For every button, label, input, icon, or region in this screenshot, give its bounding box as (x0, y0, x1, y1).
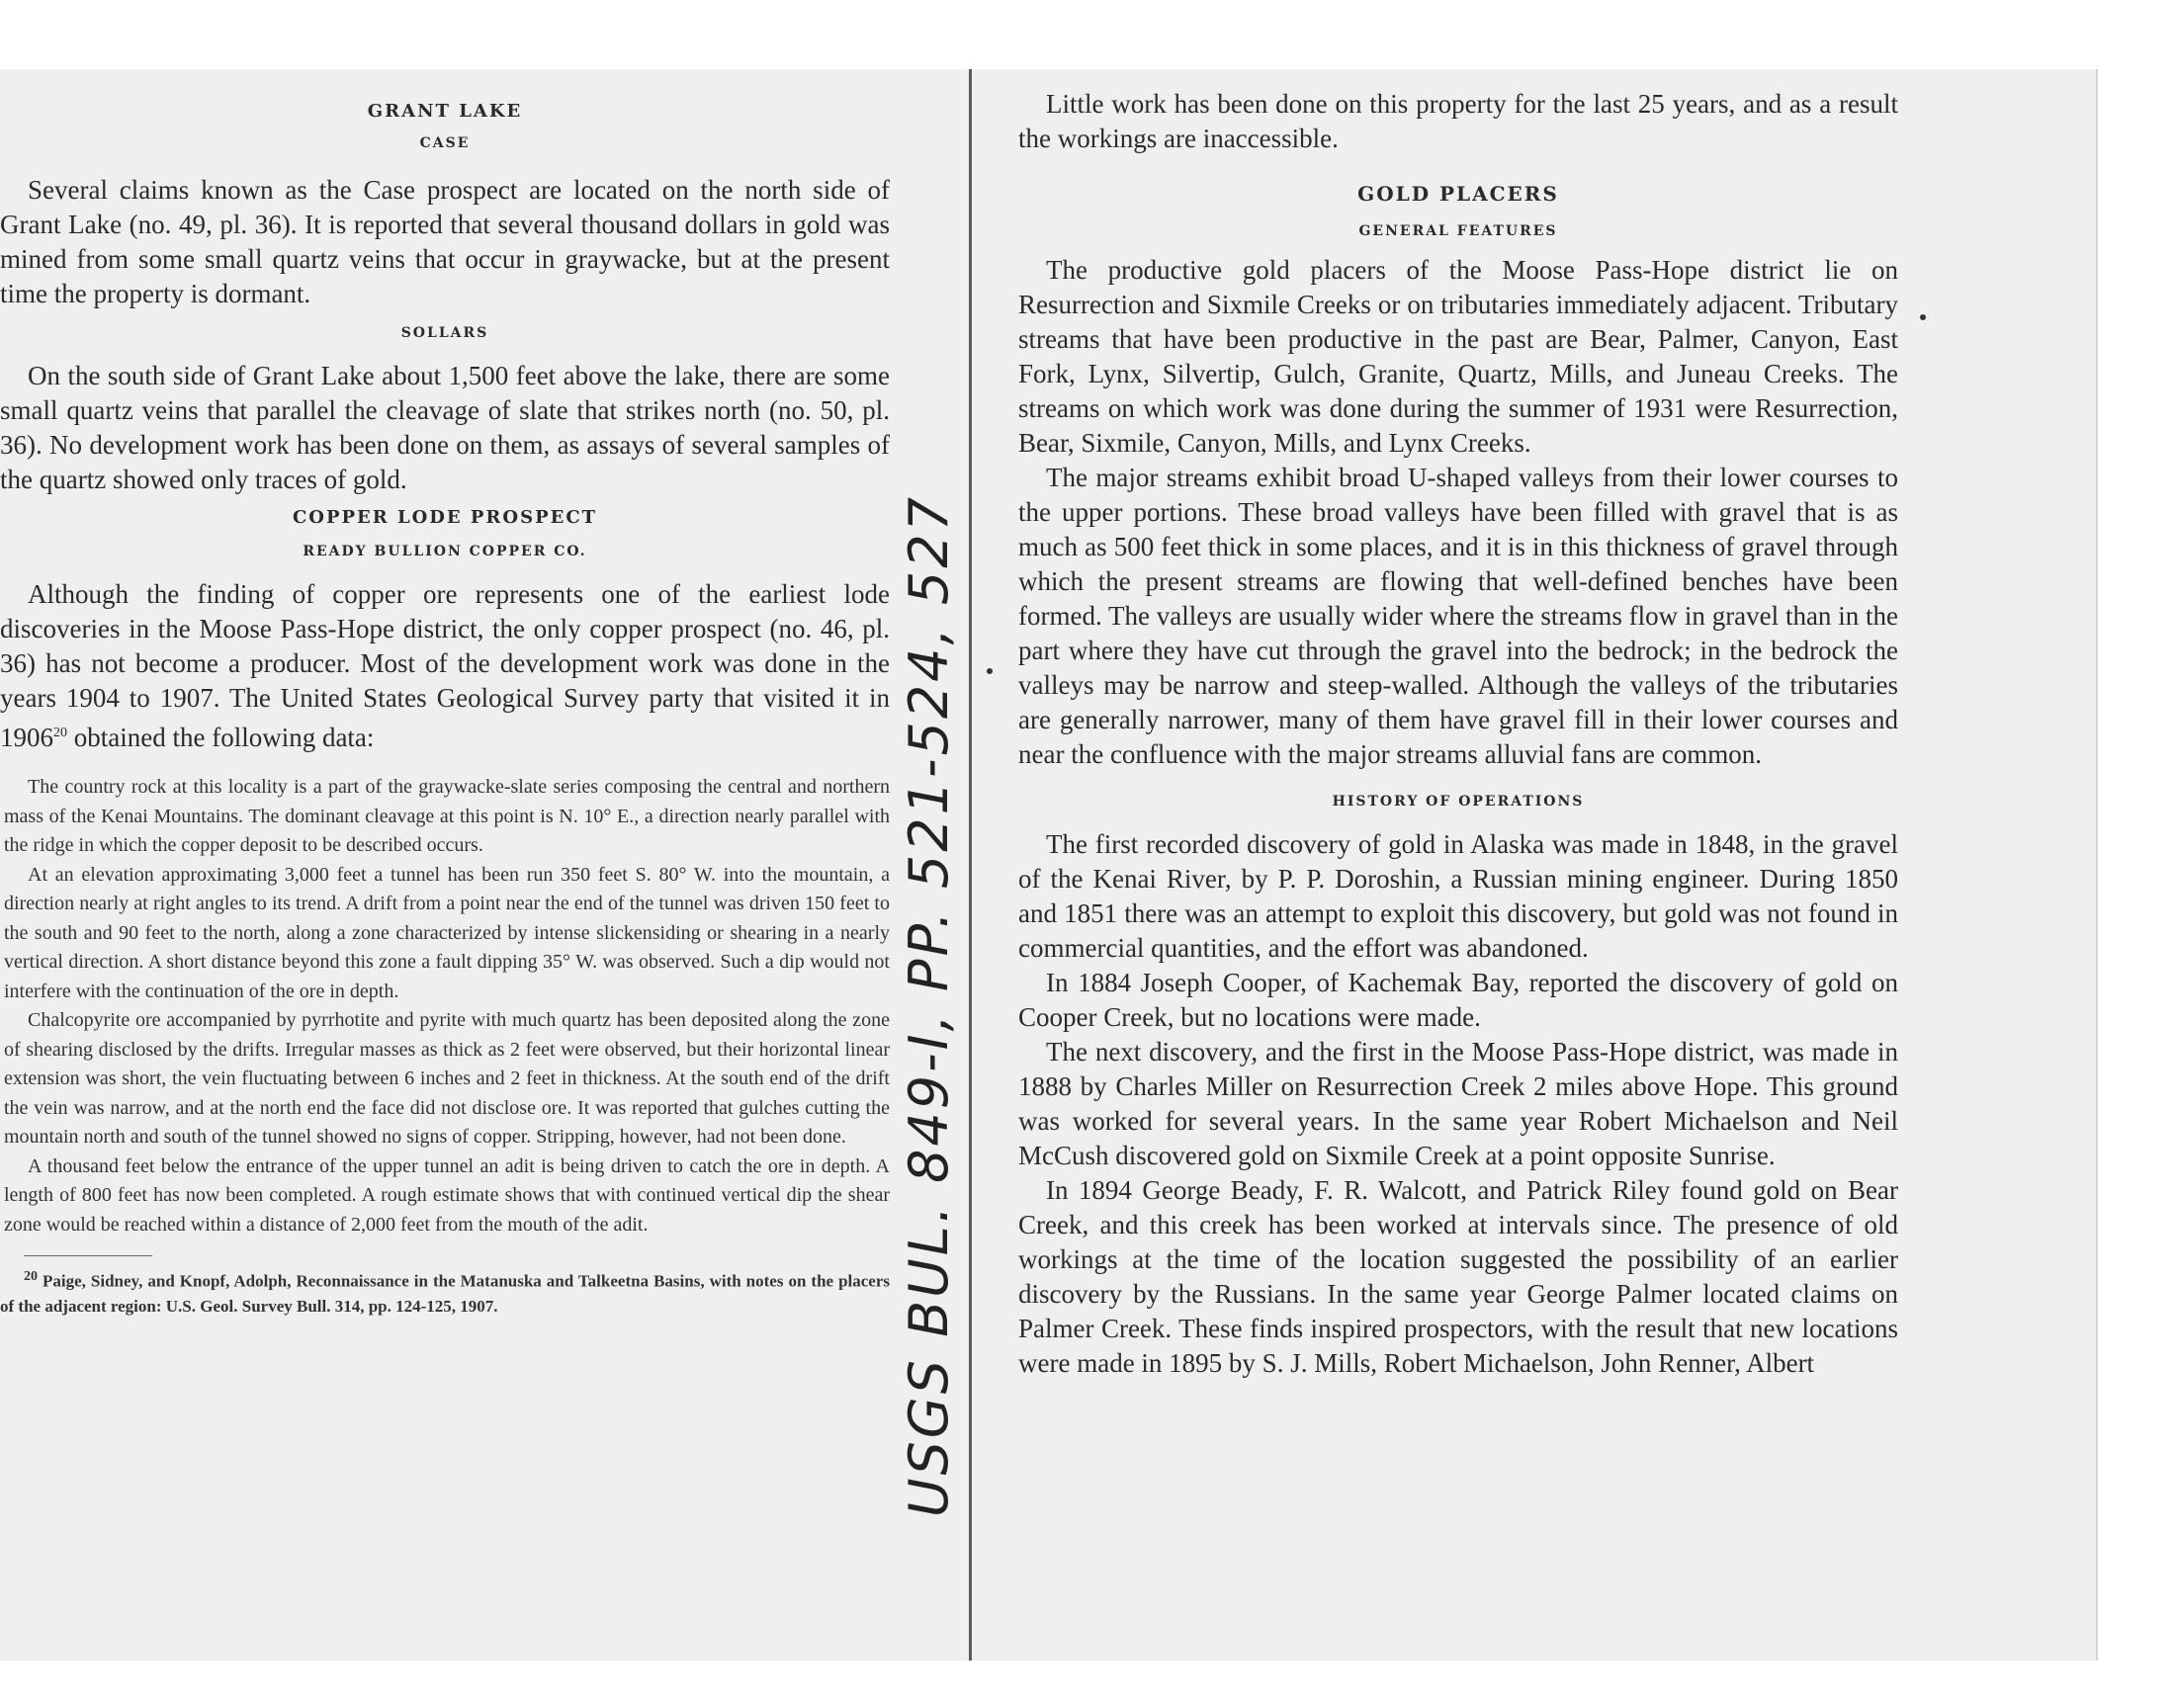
subsection-title-sollars: SOLLARS (400, 325, 489, 341)
copper-paragraph-text: Although the finding of copper ore represents one of the earliest lode discoveries in the Moose Pass-Hope district, the only copper prospect (no. 46, pl. 36) has not become a producer. Most of the development work was done in the years 1904 to 1907. The United States Geological Survey party that visited it in 1906 (0, 579, 890, 752)
intro-paragraph: Little work has been done on this property for the last 25 years, and as a result the workings are inaccessible. (1018, 89, 1898, 153)
copper-paragraph-end: obtained the following data: (67, 723, 375, 752)
section-title-gold-placers: GOLD PLACERS (1357, 182, 1559, 206)
right-column (1018, 87, 1898, 1381)
quote-paragraph: At an elevation approximating 3,000 feet a tunnel has been run 350 feet S. 80° W. into the mountain, a direction nearly at right angles to its trend. A drift from a point near the end of the tunnel was driven 150 feet to the south and 90 feet to the north, along a zone characterized by intense slickensiding or shearing in a nearly vertical direction. A short distance beyond this zone a fault dipping 35° W. was observed. Such a dip would not interfere with the continuation of the ore in depth. (4, 863, 890, 1002)
footnote-rule (24, 1255, 152, 1256)
sollars-paragraph: On the south side of Grant Lake about 1,500 feet above the lake, there are some small quartz veins that parallel the cleavage of slate that strikes north (no. 50, pl. 36). No development work has been done on them, as assays of several samples of the quartz showed only traces of gold. (0, 361, 890, 494)
footnote-text: Paige, Sidney, and Knopf, Adolph, Reconnaissance in the Matanuska and Talkeetna Basins, with notes on the placers of the adjacent region: U.S. Geol. Survey Bull. 314, pp. 124-125, 1907. (0, 1271, 891, 1316)
quoted-block (0, 773, 890, 1239)
footnote (0, 1264, 890, 1319)
subsection-title-history: HISTORY OF OPERATIONS (1332, 794, 1585, 810)
left-column (0, 79, 890, 1319)
margin-dot (987, 668, 993, 674)
quote-paragraph: The country rock at this locality is a part of the graywacke-slate series composing the central and northern mass of the Kenai Mountains. The dominant cleavage at this point is N. 10° E., a direction nearly parallel with the ridge in which the copper deposit to be described occurs. (4, 776, 890, 856)
quote-paragraph: Chalcopyrite ore accompanied by pyrrhotite and pyrite with much quartz has been deposited along the zone of shearing disclosed by the drifts. Irregular masses as thick as 2 feet were observed, but their horizontal linear extension was short, the vein fluctuating between 6 inches and 2 feet in thickness. At the south end of the drift the vein was narrow, and at the north end the face did not disclose ore. It was reported that gulches cutting the mountain north and south of the tunnel showed no signs of copper. Stripping, however, had not been done. (4, 1009, 890, 1148)
subsection-title-ready-bullion: READY BULLION COPPER CO. (303, 544, 587, 559)
history-paragraph: The first recorded discovery of gold in Alaska was made in 1848, in the gravel of the Kenai River, by P. P. Doroshin, a Russian mining engineer. During 1850 and 1851 there was an attempt to exploit this discovery, but gold was not found in commercial quantities, and the effort was abandoned. (1018, 829, 1898, 963)
case-paragraph: Several claims known as the Case prospect are located on the north side of Grant Lake (no. 49, pl. 36). It is reported that several thousand dollars in gold was mined from some small quartz veins that occur in graywacke, but at the present time the property is dormant. (0, 175, 890, 308)
section-title-copper-lode: COPPER LODE PROSPECT (292, 507, 598, 528)
page-gutter (969, 69, 972, 1661)
subsection-title-case: CASE (419, 135, 471, 151)
copper-paragraph (0, 577, 890, 755)
margin-dot (1920, 314, 1926, 320)
history-paragraph: In 1894 George Beady, F. R. Walcott, and Patrick Riley found gold on Bear Creek, and this creek has been worked at intervals since. The presence of old workings at the time of the location suggested the possibility of an earlier discovery by the Russians. In the same year George Palmer located claims on Palmer Creek. These finds inspired prospectors, with the result that new locations were made in 1895 by S. J. Mills, Robert Michaelson, John Renner, Albert (1018, 1175, 1898, 1378)
history-paragraph: In 1884 Joseph Cooper, of Kachemak Bay, reported the discovery of gold on Cooper Creek, but no locations were made. (1018, 968, 1898, 1032)
section-title-grant-lake: GRANT LAKE (367, 101, 523, 122)
quote-paragraph: A thousand feet below the entrance of the upper tunnel an adit is being driven to catch the ore in depth. A length of 800 feet has now been completed. A rough estimate shows that with continued vertical dip the shear zone would be reached within a distance of 2,000 feet from the mouth of the adit. (4, 1154, 890, 1236)
footnote-reference: 20 (53, 726, 67, 740)
history-paragraph: The next discovery, and the first in the Moose Pass-Hope district, was made in 1888 by Charles Miller on Resurrection Creek 2 miles above Hope. This ground was worked for several years. In the same year Robert Michaelson and Neil McCush discovered gold on Sixmile Creek at a point opposite Sunrise. (1018, 1037, 1898, 1170)
handwritten-margin-note: USGS BUL. 849-I, PP. 521-524, 527 (898, 494, 960, 1517)
general-paragraph: The productive gold placers of the Moose Pass-Hope district lie on Resurrection and Sixmile Creeks or on tributaries immediately adjacent. Tributary streams that have been productive in the past are Bear, Palmer, Canyon, East Fork, Lynx, Silvertip, Gulch, Granite, Quartz, Mills, and Juneau Creeks. The streams on which work was done during the summer of 1931 were Resurrection, Bear, Sixmile, Canyon, Mills, and Lynx Creeks. (1018, 255, 1898, 458)
subsection-title-general-features: GENERAL FEATURES (1358, 223, 1558, 239)
general-paragraph: The major streams exhibit broad U-shaped valleys from their lower courses to the upper portions. These broad valleys have been filled with gravel that is as much as 500 feet thick in some places, and it is in this thickness of gravel through which the present streams are flowing that well-defined benches have been formed. The valleys are usually wider where the streams flow in gravel than in the part where they have cut through the gravel into the bedrock; in the bedrock the valleys may be narrow and steep-walled. Although the valleys of the tributaries are generally narrower, many of them have gravel fill in their lower courses and near the confluence with the major streams alluvial fans are common. (1018, 463, 1898, 769)
footnote-number: 20 (24, 1269, 38, 1284)
